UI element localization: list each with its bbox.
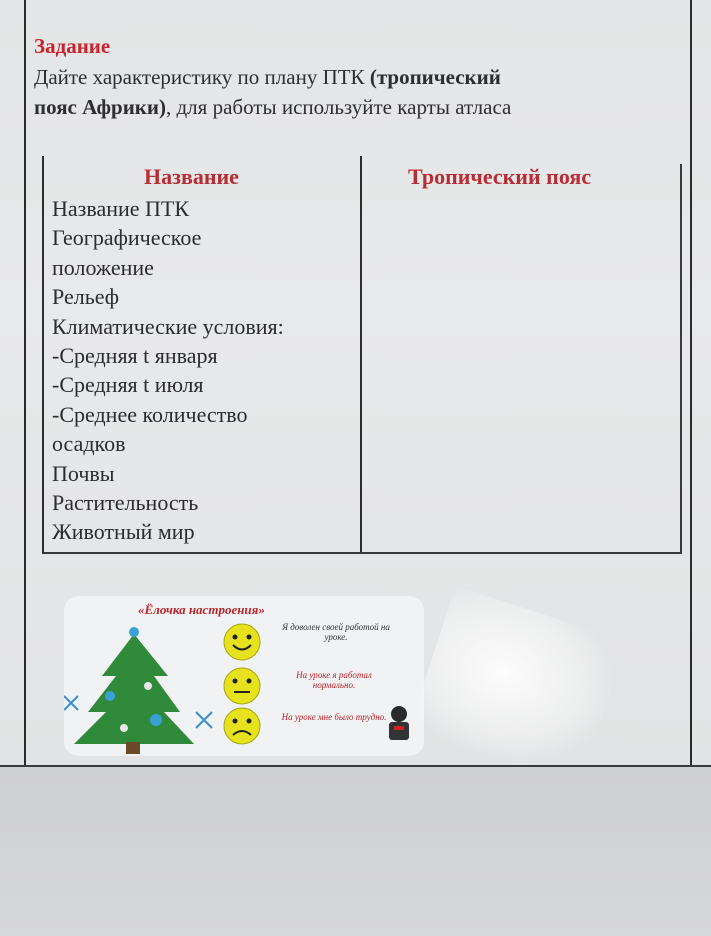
column-divider xyxy=(360,156,362,554)
table-bottom-border xyxy=(44,552,682,554)
mood-card-title: «Ёлочка настроения» xyxy=(138,602,265,617)
table-right-border xyxy=(680,164,682,554)
instruction-bold-1: (тропический xyxy=(369,65,501,89)
page-right-border xyxy=(690,0,692,770)
page-left-border xyxy=(24,0,26,770)
table-row: -Среднее количество xyxy=(52,401,248,427)
mood-tree-card xyxy=(64,596,424,756)
table-row: -Средняя t января xyxy=(52,343,218,369)
column-header-name: Название xyxy=(144,164,239,189)
instruction-part-1: Дайте характеристику по плану ПТК xyxy=(34,65,370,89)
table-row: осадков xyxy=(52,431,126,457)
mood-option-hard: На уроке мне было трудно. xyxy=(281,712,387,722)
table-row: Рельеф xyxy=(52,284,120,310)
task-heading: Задание xyxy=(34,34,111,58)
table-row: Географическое xyxy=(52,225,202,251)
christmas-tree-icon xyxy=(64,616,214,756)
neutral-smiley-icon xyxy=(222,666,262,706)
instruction-bold-2: пояс Африки) xyxy=(34,95,166,119)
happy-smiley-icon xyxy=(222,622,262,662)
table-row: -Средняя t июля xyxy=(52,372,204,398)
table-row: положение xyxy=(52,254,154,280)
mood-option-normal: На уроке я работал нормально. xyxy=(296,670,372,690)
sad-smiley-icon xyxy=(222,706,262,746)
instruction-part-2: , для работы используйте карты атласа xyxy=(166,95,512,119)
task-instruction xyxy=(34,62,684,122)
mood-option-good: Я доволен своей работой на уроке. xyxy=(282,622,390,642)
table-row: Животный мир xyxy=(52,519,195,545)
table-row-labels xyxy=(52,194,352,547)
ptk-table xyxy=(42,156,684,554)
table-row: Почвы xyxy=(52,460,115,486)
background-surface xyxy=(0,767,711,936)
table-row: Климатические условия: xyxy=(52,313,284,339)
table-row: Название ПТК xyxy=(52,196,190,221)
column-header-tropical-belt: Тропический пояс xyxy=(408,164,592,189)
table-row: Растительность xyxy=(52,490,199,516)
